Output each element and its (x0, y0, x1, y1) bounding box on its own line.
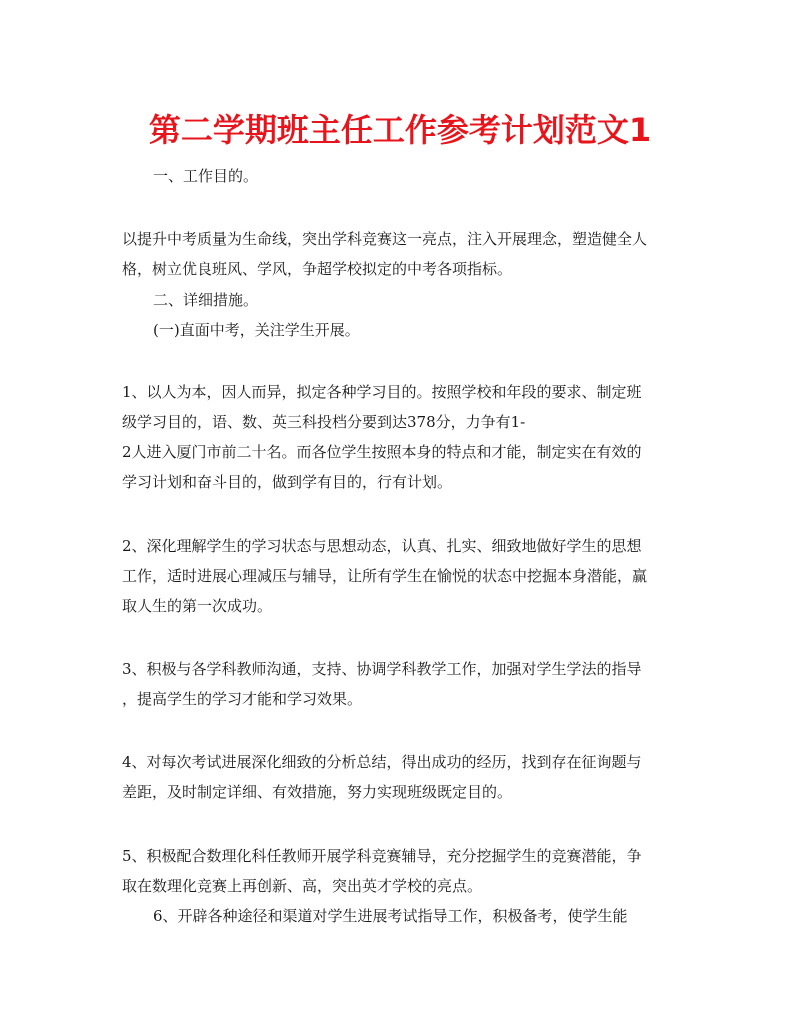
paragraph-line: 差距，及时制定详细、有效措施，努力实现班级既定目的。 (122, 783, 513, 801)
paragraph-line: 学习计划和奋斗目的，做到学有目的，行有计划。 (122, 473, 453, 491)
paragraph-line: 1、以人为本，因人而异，拟定各种学习目的。按照学校和年段的要求、制定班 (122, 383, 642, 401)
paragraph-line: 级学习目的，语、数、英三科投档分要到达378分，力争有1- (122, 413, 526, 431)
paragraph-line: 2、深化理解学生的学习状态与思想动态，认真、扎实、细致地做好学生的思想 (122, 537, 642, 555)
paragraph-line: 5、积极配合数理化科任教师开展学科竞赛辅导，充分挖掘学生的竞赛潜能，争 (122, 847, 642, 865)
paragraph-line: 以提升中考质量为生命线，突出学科竞赛这一亮点，注入开展理念，塑造健全人 (122, 230, 648, 248)
paragraph-line: 取人生的第一次成功。 (122, 597, 273, 615)
paragraph-line: 工作，适时进展心理减压与辅导，让所有学生在愉悦的状态中挖掘本身潜能，赢 (122, 567, 648, 585)
paragraph-line: 6、开辟各种途径和渠道对学生进展考试指导工作，积极备考，使学生能 (153, 907, 628, 925)
paragraph-line: 2人进入厦门市前二十名。而各位学生按照本身的特点和才能，制定实在有效的 (122, 443, 642, 461)
paragraph-line: 3、积极与各学科教师沟通，支持、协调学科教学工作，加强对学生学法的指导 (122, 660, 642, 678)
section-heading-measures: 二、详细措施。 (153, 291, 259, 309)
paragraph-line: 取在数理化竞赛上再创新、高，突出英才学校的亮点。 (122, 877, 483, 895)
subsection-heading: (一)直面中考，关注学生开展。 (153, 321, 360, 339)
paragraph-line: ，提高学生的学习才能和学习效果。 (122, 690, 363, 708)
document-title: 第二学期班主任工作参考计划范文1 (148, 111, 652, 149)
section-heading-goal: 一、工作目的。 (153, 167, 259, 185)
paragraph-line: 格，树立优良班风、学风，争超学校拟定的中考各项指标。 (122, 260, 513, 278)
paragraph-line: 4、对每次考试进展深化细致的分析总结，得出成功的经历，找到存在征询题与 (122, 753, 642, 771)
